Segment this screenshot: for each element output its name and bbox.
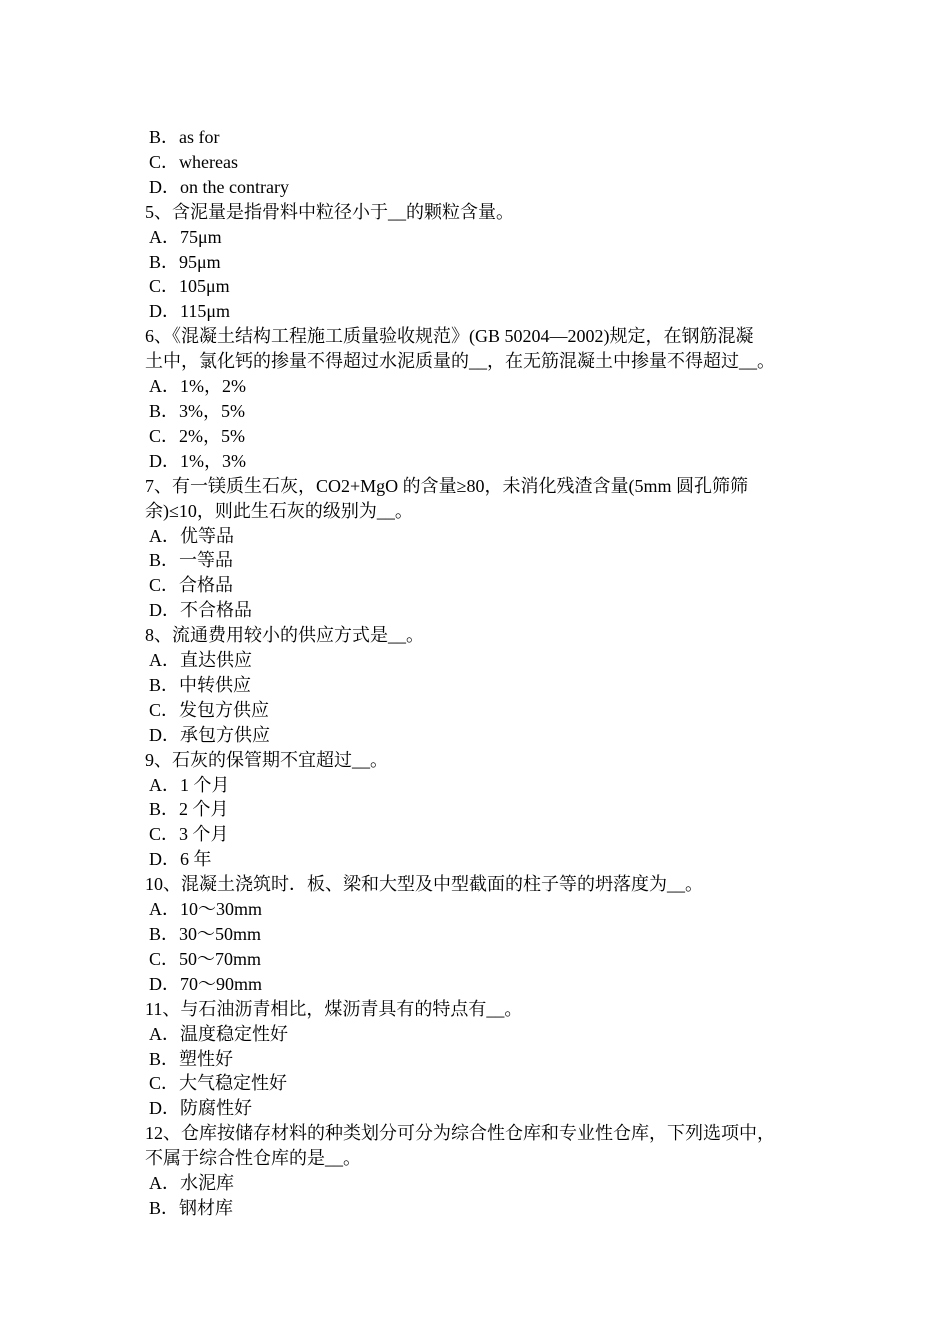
answer-option: B．3%，5% [149,400,245,421]
question-text: 不属于综合性仓库的是__。 [145,1148,361,1169]
answer-option: B．钢材库 [149,1197,234,1218]
answer-option: D．70～90mm [149,973,263,994]
question-text: 11、与石油沥青相比，煤沥青具有的特点有__。 [145,998,523,1019]
answer-option: D．防腐性好 [149,1098,252,1119]
answer-option: B．塑性好 [149,1048,234,1069]
answer-option: D．承包方供应 [149,724,270,745]
answer-option: C．whereas [149,151,238,172]
answer-option: C．3 个月 [149,824,229,845]
question-text: 9、石灰的保管期不宜超过__。 [145,749,388,770]
question-text: 8、流通费用较小的供应方式是__。 [145,625,424,646]
answer-option: C．大气稳定性好 [149,1073,288,1094]
answer-option: A．水泥库 [149,1173,234,1194]
answer-option: C．合格品 [149,575,234,596]
answer-option: A．10～30mm [149,899,263,920]
answer-option: B．中转供应 [149,674,252,695]
answer-option: D．on the contrary [149,176,289,197]
answer-option: A．75μm [149,226,222,247]
question-text: 6、《混凝土结构工程施工质量验收规范》(GB 50204—2002)规定，在钢筋混凝 [145,326,754,347]
question-text: 10、混凝土浇筑时．板、梁和大型及中型截面的柱子等的坍落度为__。 [145,874,703,895]
answer-option: D．不合格品 [149,600,252,621]
question-text: 7、有一镁质生石灰，CO2+MgO 的含量≥80，未消化残渣含量(5mm 圆孔筛筛 [145,475,749,496]
question-text: 余)≤10，则此生石灰的级别为__。 [145,500,413,521]
question-text: 12、仓库按储存材料的种类划分可分为综合性仓库和专业性仓库，下列选项中， [145,1123,775,1144]
question-text: 土中，氯化钙的掺量不得超过水泥质量的__，在无筋混凝土中掺量不得超过__。 [145,351,775,372]
answer-option: C．105μm [149,276,230,297]
answer-option: B．95μm [149,251,221,272]
answer-option: B．2 个月 [149,799,229,820]
answer-option: C．50～70mm [149,948,262,969]
answer-option: D．1%，3% [149,450,246,471]
answer-option: D．115μm [149,301,230,322]
answer-option: B．一等品 [149,550,234,571]
answer-option: D．6 年 [149,849,212,870]
document-body [145,125,825,1221]
answer-option: B．as for [149,127,220,147]
answer-option: B．30～50mm [149,924,262,944]
answer-option: A．直达供应 [149,650,252,671]
answer-option: C．2%，5% [149,425,245,446]
answer-option: C．发包方供应 [149,699,270,720]
answer-option: A．优等品 [149,525,234,546]
answer-option: A．1%，2% [149,376,246,397]
question-text: 5、含泥量是指骨料中粒径小于__的颗粒含量。 [145,201,514,222]
answer-option: A．1 个月 [149,774,230,795]
answer-option: A．温度稳定性好 [149,1023,288,1044]
